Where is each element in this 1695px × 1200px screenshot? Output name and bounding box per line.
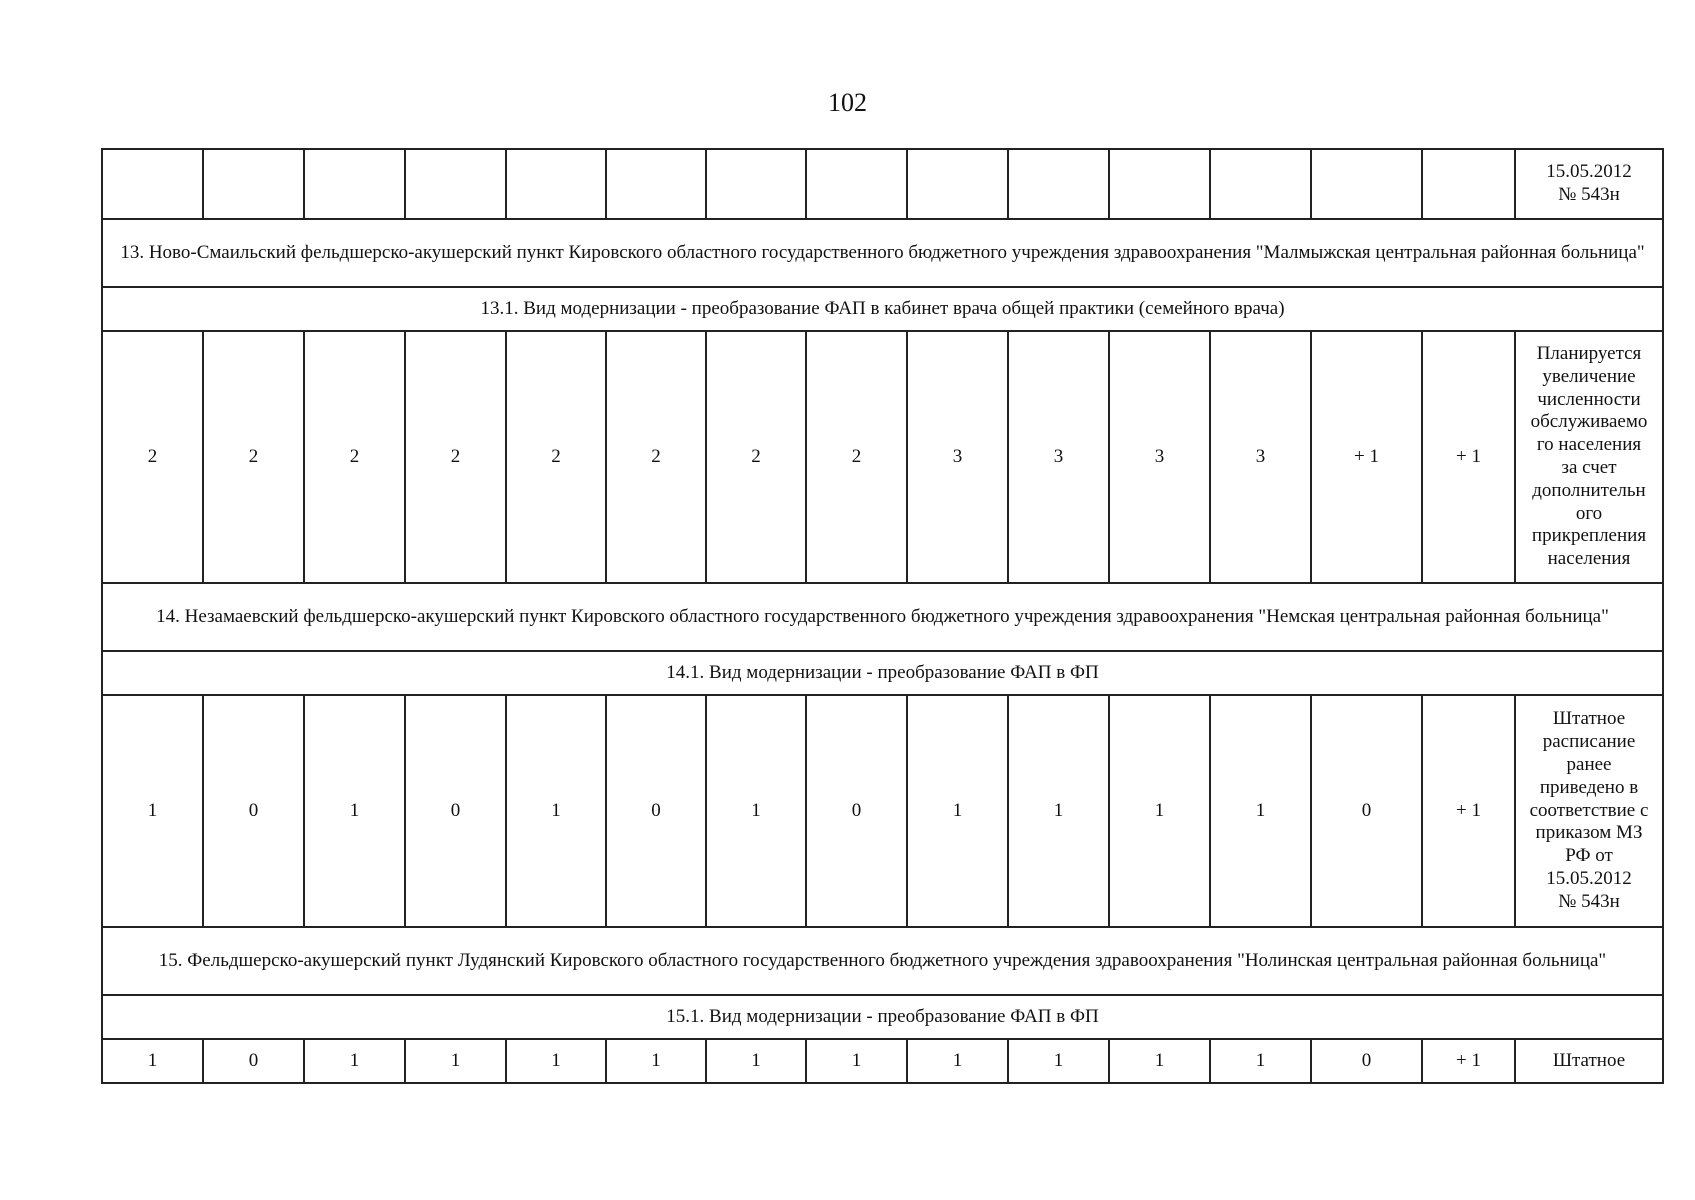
empty-cell: [102, 149, 203, 219]
empty-cell: [203, 149, 304, 219]
value-cell: 1: [405, 1039, 506, 1083]
note-line: № 543н: [1558, 184, 1620, 205]
empty-cell: [304, 149, 405, 219]
section-subtitle: 13.1. Вид модернизации - преобразование ФАП в кабинет врача общей практики (семейного врача): [102, 287, 1663, 331]
value-cell: 1: [606, 1039, 706, 1083]
value-cell: 2: [606, 331, 706, 583]
empty-cell: [1311, 149, 1422, 219]
empty-cell: [1422, 149, 1515, 219]
note-line: за счет: [1561, 457, 1617, 478]
data-row: [102, 695, 1663, 927]
value-cell: 2: [203, 331, 304, 583]
note-line: Планируется: [1536, 343, 1642, 365]
value-cell: 2: [706, 331, 806, 583]
value-cell: 0: [203, 695, 304, 927]
value-cell: 3: [1109, 331, 1210, 583]
section-title-row: [102, 927, 1663, 995]
value-cell: 0: [1311, 1039, 1422, 1083]
section-title: 13. Ново-Смаильский фельдшерско-акушерский пункт Кировского областного государственного бюджетного учреждения здравоохранения "Малмыжская центральная районная больница": [102, 219, 1663, 287]
note-cell: [1515, 1039, 1663, 1083]
value-cell: 2: [506, 331, 606, 583]
note-line: РФ от: [1565, 845, 1613, 867]
value-cell: + 1: [1422, 331, 1515, 583]
value-cell: 0: [203, 1039, 304, 1083]
value-cell: 1: [1109, 1039, 1210, 1083]
note-line: 15.05.2012: [1546, 161, 1632, 183]
section-subtitle-row: [102, 287, 1663, 331]
note-cell: [1515, 695, 1663, 927]
note-line: 15.05.2012: [1546, 867, 1632, 889]
value-cell: 0: [806, 695, 907, 927]
value-cell: 1: [1109, 695, 1210, 927]
value-cell: 1: [102, 695, 203, 927]
value-cell: + 1: [1422, 695, 1515, 927]
section-title: 15. Фельдшерско-акушерский пункт Лудянский Кировского областного государственного бюджетного учреждения здравоохранения "Нолинская центральная районная больница": [102, 927, 1663, 995]
value-cell: 0: [1311, 695, 1422, 927]
note-line: населения: [1547, 548, 1631, 570]
section-subtitle-row: [102, 995, 1663, 1039]
value-cell: 1: [907, 1039, 1008, 1083]
empty-cell: [1008, 149, 1109, 219]
value-cell: 2: [806, 331, 907, 583]
value-cell: 2: [304, 331, 405, 583]
empty-cell: [1210, 149, 1311, 219]
empty-cell: [506, 149, 606, 219]
value-cell: 2: [405, 331, 506, 583]
note-line: увеличение: [1542, 365, 1636, 387]
continuation-row: [102, 149, 1663, 219]
section-subtitle: 15.1. Вид модернизации - преобразование ФАП в ФП: [102, 995, 1663, 1039]
section-subtitle: 14.1. Вид модернизации - преобразование ФАП в ФП: [102, 651, 1663, 695]
value-cell: 1: [102, 1039, 203, 1083]
empty-cell: [1109, 149, 1210, 219]
note-line: дополнительн: [1532, 479, 1646, 501]
data-row: [102, 1039, 1663, 1083]
value-cell: 3: [1008, 331, 1109, 583]
note-line: № 543н: [1558, 890, 1620, 912]
empty-cell: [706, 149, 806, 219]
note-line: обслуживаемо: [1530, 411, 1648, 433]
note-cell: [1515, 331, 1663, 583]
value-cell: 1: [1210, 1039, 1311, 1083]
data-row: [102, 331, 1663, 583]
note-line: численности: [1537, 388, 1641, 410]
empty-cell: [907, 149, 1008, 219]
note-line: приказом МЗ: [1535, 822, 1643, 844]
value-cell: 1: [1008, 1039, 1109, 1083]
value-cell: 1: [506, 695, 606, 927]
note-line: прикрепления: [1531, 525, 1647, 547]
value-cell: 0: [405, 695, 506, 927]
value-cell: 1: [304, 695, 405, 927]
value-cell: 3: [907, 331, 1008, 583]
note-line: ранее: [1566, 754, 1612, 775]
value-cell: 1: [706, 695, 806, 927]
empty-cell: [806, 149, 907, 219]
section-title: 14. Незамаевский фельдшерско-акушерский пункт Кировского областного государственного бюджетного учреждения здравоохранения "Немская центральная районная больница": [102, 583, 1663, 651]
value-cell: 1: [304, 1039, 405, 1083]
note-line: го населения: [1536, 434, 1642, 456]
empty-cell: [606, 149, 706, 219]
value-cell: + 1: [1311, 331, 1422, 583]
value-cell: 0: [606, 695, 706, 927]
value-cell: 3: [1210, 331, 1311, 583]
note-line: Штатное: [1552, 708, 1626, 730]
section-title-row: [102, 219, 1663, 287]
note-line: Штатное: [1552, 1049, 1626, 1071]
value-cell: 1: [706, 1039, 806, 1083]
value-cell: 2: [102, 331, 203, 583]
section-title-row: [102, 583, 1663, 651]
value-cell: 1: [506, 1039, 606, 1083]
value-cell: 1: [806, 1039, 907, 1083]
section-subtitle-row: [102, 651, 1663, 695]
note-cell: [1515, 149, 1663, 219]
note-line: ого: [1575, 502, 1603, 524]
note-line: приведено в: [1539, 776, 1639, 798]
value-cell: + 1: [1422, 1039, 1515, 1083]
value-cell: 1: [1210, 695, 1311, 927]
empty-cell: [405, 149, 506, 219]
modernization-table: [101, 148, 1664, 1084]
note-line: соответствие с: [1529, 799, 1649, 821]
note-line: расписание: [1542, 731, 1636, 753]
value-cell: 1: [907, 695, 1008, 927]
page-number: 102: [828, 88, 867, 117]
value-cell: 1: [1008, 695, 1109, 927]
